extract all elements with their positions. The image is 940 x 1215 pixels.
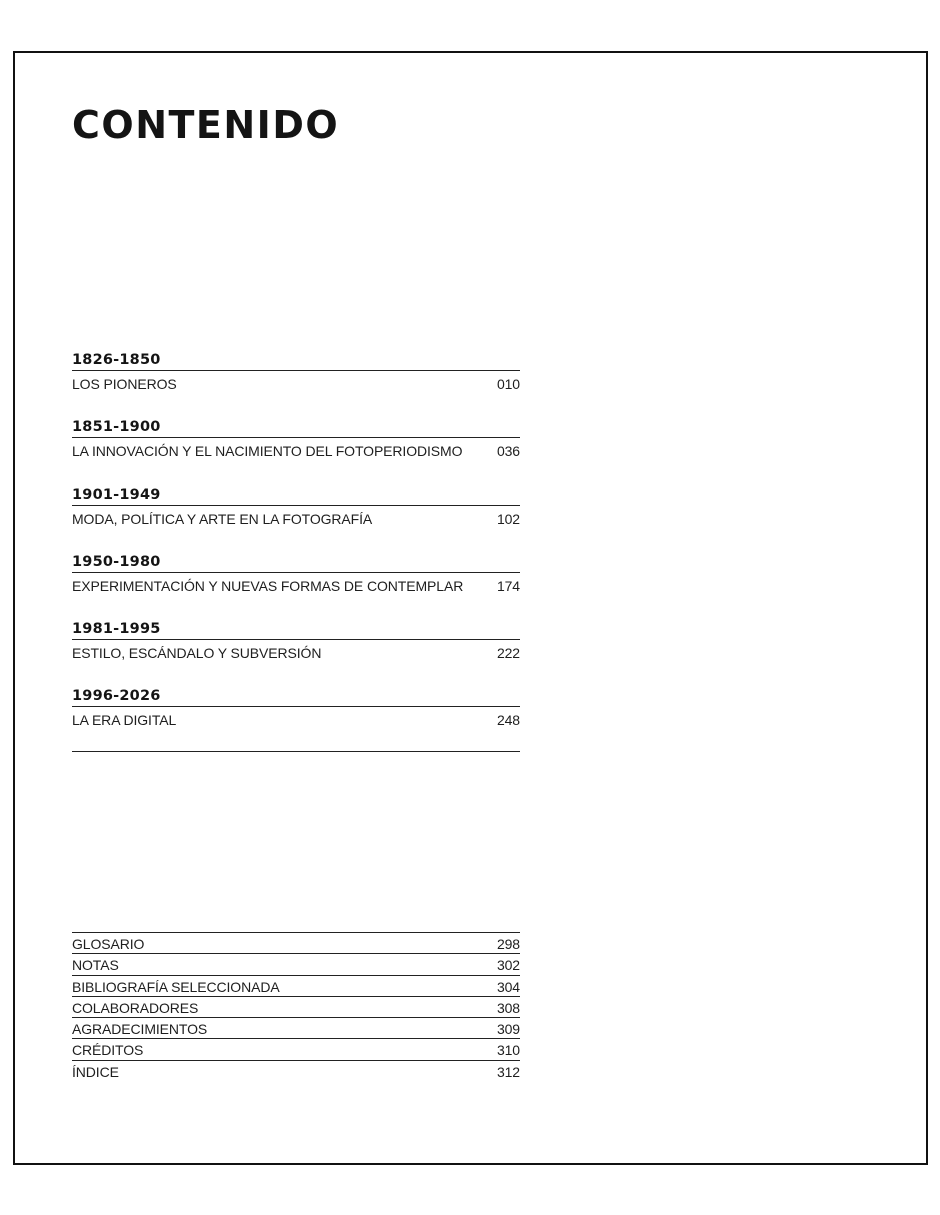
entry-page-number: 298 xyxy=(496,936,520,952)
section-years: 1851-1900 xyxy=(72,418,520,438)
entry-page-number: 302 xyxy=(496,957,520,974)
entry-page-number: 174 xyxy=(496,577,520,594)
appendix-entry[interactable] xyxy=(72,996,520,1017)
divider xyxy=(72,751,520,752)
entry-label: ESTILO, ESCÁNDALO Y SUBVERSIÓN xyxy=(72,645,322,662)
entry-label: EXPERIMENTACIÓN Y NUEVAS FORMAS DE CONTEMPLAR xyxy=(72,577,464,594)
toc-entry[interactable] xyxy=(72,573,520,596)
entry-label: LA INNOVACIÓN Y EL NACIMIENTO DEL FOTOPERIODISMO xyxy=(72,443,463,460)
entry-label: GLOSARIO xyxy=(72,936,145,952)
entry-label: NOTAS xyxy=(72,957,119,974)
entry-page-number: 222 xyxy=(496,645,520,662)
section-years: 1826-1850 xyxy=(72,351,520,371)
toc-section xyxy=(72,620,520,687)
entry-page-number: 308 xyxy=(496,999,520,1016)
appendix-entry[interactable] xyxy=(72,953,520,974)
toc-sections xyxy=(72,351,520,755)
section-years: 1901-1949 xyxy=(72,486,520,506)
toc-section xyxy=(72,486,520,553)
entry-label: CRÉDITOS xyxy=(72,1042,144,1059)
page-title: CONTENIDO xyxy=(72,103,340,147)
toc-section xyxy=(72,418,520,485)
toc-section xyxy=(72,553,520,620)
entry-page-number: 310 xyxy=(496,1042,520,1059)
section-years: 1996-2026 xyxy=(72,687,520,707)
entry-page-number: 010 xyxy=(496,376,520,392)
entry-page-number: 304 xyxy=(496,978,520,995)
toc-entry[interactable] xyxy=(72,506,520,529)
appendix-list xyxy=(72,932,520,1081)
entry-label: ÍNDICE xyxy=(72,1063,119,1080)
appendix-entry[interactable] xyxy=(72,1017,520,1038)
section-years: 1981-1995 xyxy=(72,620,520,640)
toc-section xyxy=(72,351,520,418)
toc-section xyxy=(72,687,520,754)
entry-label: COLABORADORES xyxy=(72,999,199,1016)
entry-label: LA ERA DIGITAL xyxy=(72,712,177,729)
appendix-entry[interactable] xyxy=(72,1038,520,1059)
section-years: 1950-1980 xyxy=(72,553,520,573)
entry-page-number: 312 xyxy=(496,1063,520,1080)
entry-label: BIBLIOGRAFÍA SELECCIONADA xyxy=(72,978,280,995)
entry-page-number: 309 xyxy=(496,1021,520,1038)
entry-page-number: 102 xyxy=(496,510,520,527)
appendix-entry[interactable] xyxy=(72,932,520,953)
entry-label: MODA, POLÍTICA Y ARTE EN LA FOTOGRAFÍA xyxy=(72,510,373,527)
toc-entry[interactable] xyxy=(72,707,520,730)
entry-page-number: 036 xyxy=(496,443,520,460)
entry-label: LOS PIONEROS xyxy=(72,376,177,392)
appendix-entry[interactable] xyxy=(72,1060,520,1081)
toc-entry[interactable] xyxy=(72,438,520,461)
entry-label: AGRADECIMIENTOS xyxy=(72,1021,208,1038)
toc-entry[interactable] xyxy=(72,371,520,394)
toc-entry[interactable] xyxy=(72,640,520,663)
entry-page-number: 248 xyxy=(496,712,520,729)
appendix-entry[interactable] xyxy=(72,975,520,996)
